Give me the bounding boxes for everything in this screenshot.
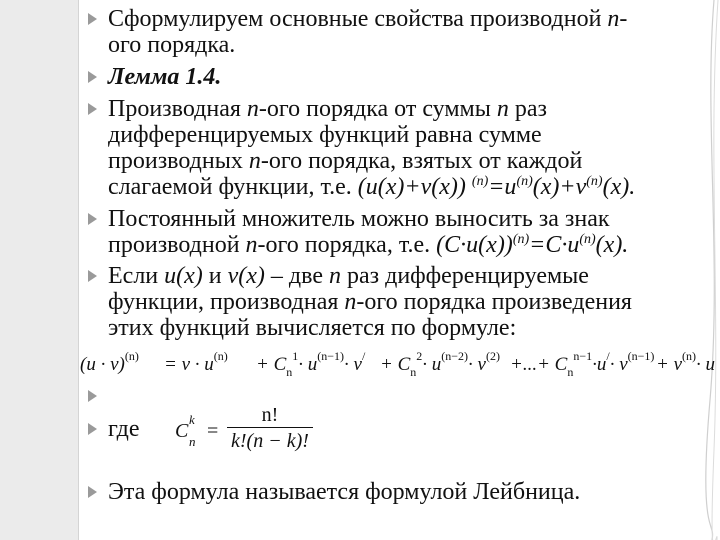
lemma-heading: Лемма 1.4. bbox=[108, 64, 222, 90]
bullet-marker bbox=[88, 390, 97, 402]
bullet-1-text: Сформулируем основные свойства производной n- ого порядка. bbox=[108, 6, 628, 58]
sum-derivative-formula: (u(x)+v(x)) $^{(n)}=u^{(n)}(x)+v^{(n)}(x)$. bbox=[357, 174, 636, 200]
left-decorative-strip bbox=[0, 0, 79, 540]
bullet-4-text: Постоянный множитель можно выносить за знак производной n-ого порядка, т.е. $(C\cdot u(x))^{(n)}=C\cdot u^{(n)}(x)$. bbox=[108, 206, 629, 258]
bullet-marker bbox=[88, 71, 97, 83]
constant-factor-formula: $(C\cdot u(x))^{(n)}=C\cdot u^{(n)}(x)$. bbox=[436, 232, 629, 258]
bullet-marker bbox=[88, 423, 97, 435]
bullet-marker bbox=[88, 103, 97, 115]
binomial-coefficient-formula: C k n = $\frac{n!}{k!(n - k)!}$ bbox=[175, 404, 335, 462]
leibniz-rule-caption: Эта формула называется формулой Лейбница. bbox=[108, 479, 581, 505]
bullet-marker bbox=[88, 486, 97, 498]
bullet-marker bbox=[88, 270, 97, 282]
bullet-3-text: Производная n-ого порядка от суммы n раз дифференцируемых функций равна сумме производных n-ого порядка, взятых от каждой слагаемой функции, т.е. (u(x)+v(x)) $^{(n)}=u^{(n)}(x)+v^{(n)}(x)$. bbox=[108, 96, 636, 200]
where-label: где bbox=[108, 416, 140, 442]
leibniz-formula: $(u \cdot v)^{(n)}$ = $v \cdot u^{(n)}$ + $C_n^1\cdot u^{(n-1)}\cdot v^/$ + $C_n^2\cdot u^{(n-2)}\cdot v^{(2)}$ +...+ $C_n^{n-1}\cdot u^/\cdot v^{(n-1)}$ + $v^{(n)}\cdot u$ bbox=[80, 349, 716, 379]
bullet-marker bbox=[88, 13, 97, 25]
bullet-marker bbox=[88, 213, 97, 225]
bullet-5-text: Если u(x) и v(x) – две n раз дифференцируемые функции, производная n-ого порядка произведения этих функций вычисляется по формуле: bbox=[108, 263, 632, 341]
